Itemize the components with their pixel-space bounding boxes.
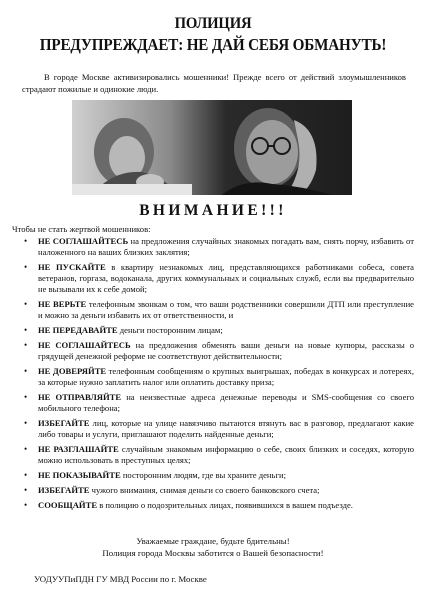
bullet-icon: • (24, 340, 28, 350)
poster-title-line1: ПОЛИЦИЯ (174, 15, 252, 32)
rule-keyword: НЕ ПЕРЕДАВАЙТЕ (38, 325, 118, 335)
bullet-icon: • (24, 262, 28, 272)
bullet-icon: • (24, 299, 28, 309)
rule-keyword: НЕ СОГЛАШАЙТЕСЬ (38, 340, 131, 350)
list-item (22, 418, 414, 440)
bullet-icon: • (24, 418, 28, 428)
rule-keyword: НЕ ВЕРЬТЕ (38, 299, 87, 309)
rule-keyword: ИЗБЕГАЙТЕ (38, 485, 90, 495)
bullet-icon: • (24, 485, 28, 495)
rule-keyword: НЕ ПОКАЗЫВАЙТЕ (38, 470, 121, 480)
bullet-icon: • (24, 392, 28, 402)
bullet-icon: • (24, 366, 28, 376)
list-item (22, 262, 414, 295)
rule-text: на предложения обменять ваши деньги на новые купюры, рассказы о грядущей денежной реформе не соответствуют действительности; (38, 340, 414, 361)
rules-list (22, 236, 414, 515)
rule-keyword: СООБЩАЙТЕ (38, 500, 98, 510)
list-item (22, 444, 414, 466)
rule-text: телефонным сообщениям о крупных выигрышах, победах в конкурсах и лотереях, за которые нужно заплатить налог или оплатить доставку приза; (38, 366, 414, 387)
list-item (22, 392, 414, 414)
rule-keyword: НЕ ПУСКАЙТЕ (38, 262, 106, 272)
attention-heading: ВНИМАНИЕ!!! (139, 202, 287, 219)
rule-text: в квартиру незнакомых лиц, представляющихся работниками собеса, совета ветеранов, горгаза, водоканала, других коммунальных и социальных служб, если вы предварительно не вызывали их к себе домой; (38, 262, 414, 294)
bullet-icon: • (24, 444, 28, 454)
list-item (22, 500, 414, 511)
rule-text: на неизвестные адреса денежные переводы и SMS-сообщения со своего мобильного телефона; (38, 392, 414, 413)
rule-text: лиц, которые на улице навязчиво пытаются втянуть вас в разговор, предлагают какие либо товары и услуги, приглашают поделить найденные деньги; (38, 418, 414, 439)
list-item (22, 366, 414, 388)
rule-text: в полицию о подозрительных лицах, появившихся в вашем подъезде. (97, 500, 353, 510)
rules-lead: Чтобы не стать жертвой мошенников: (12, 224, 151, 234)
photo-illustration (72, 100, 352, 195)
list-item (22, 299, 414, 321)
list-item (22, 236, 414, 258)
rule-text: чужого внимания, снимая деньги со своего банковского счета; (89, 485, 320, 495)
bullet-icon: • (24, 236, 28, 246)
closing-line-1: Уважаемые граждане, будьте бдительны! (136, 536, 290, 546)
rule-text: случайным знакомым информацию о себе, своих близких и соседях, которую можно использовать в преступных целях; (38, 444, 414, 465)
rule-keyword: НЕ СОГЛАШАЙТЕСЬ (38, 236, 129, 246)
intro-paragraph: В городе Москве активизировались мошенники! Прежде всего от действий злоумышленников страдают пожилые и одинокие люди. (22, 71, 406, 94)
rule-keyword: ИЗБЕГАЙТЕ (38, 418, 90, 428)
list-item (22, 340, 414, 362)
rule-keyword: НЕ РАЗГЛАШАЙТЕ (38, 444, 119, 454)
rule-keyword: НЕ ОТПРАВЛЯЙТЕ (38, 392, 122, 402)
poster-title-line2: ПРЕДУПРЕЖДАЕТ: НЕ ДАЙ СЕБЯ ОБМАНУТЬ! (39, 35, 387, 54)
rule-text: посторонним людям, где вы храните деньги; (120, 470, 286, 480)
bullet-icon: • (24, 500, 28, 510)
rule-text: телефонным звонкам о том, что ваши родственники совершили ДТП или преступление и можно за деньги избавить их от ответственности, и (38, 299, 414, 320)
elderly-people-photo (72, 100, 352, 195)
list-item (22, 470, 414, 481)
rule-keyword: НЕ ДОВЕРЯЙТЕ (38, 366, 107, 376)
list-item (22, 325, 414, 336)
list-item (22, 485, 414, 496)
bullet-icon: • (24, 325, 28, 335)
rule-text: деньги посторонним лицам; (117, 325, 223, 335)
closing-message (0, 536, 426, 559)
closing-line-2: Полиция города Москвы заботится о Вашей безопасности! (102, 547, 324, 558)
rule-text: на предложения случайных знакомых погадать вам, снять порчу, избавить от наложенного на ваших близких заклятия; (38, 236, 414, 257)
bullet-icon: • (24, 470, 28, 480)
issuer-footer: УОДУУПиПДН ГУ МВД России по г. Москве (34, 574, 207, 584)
